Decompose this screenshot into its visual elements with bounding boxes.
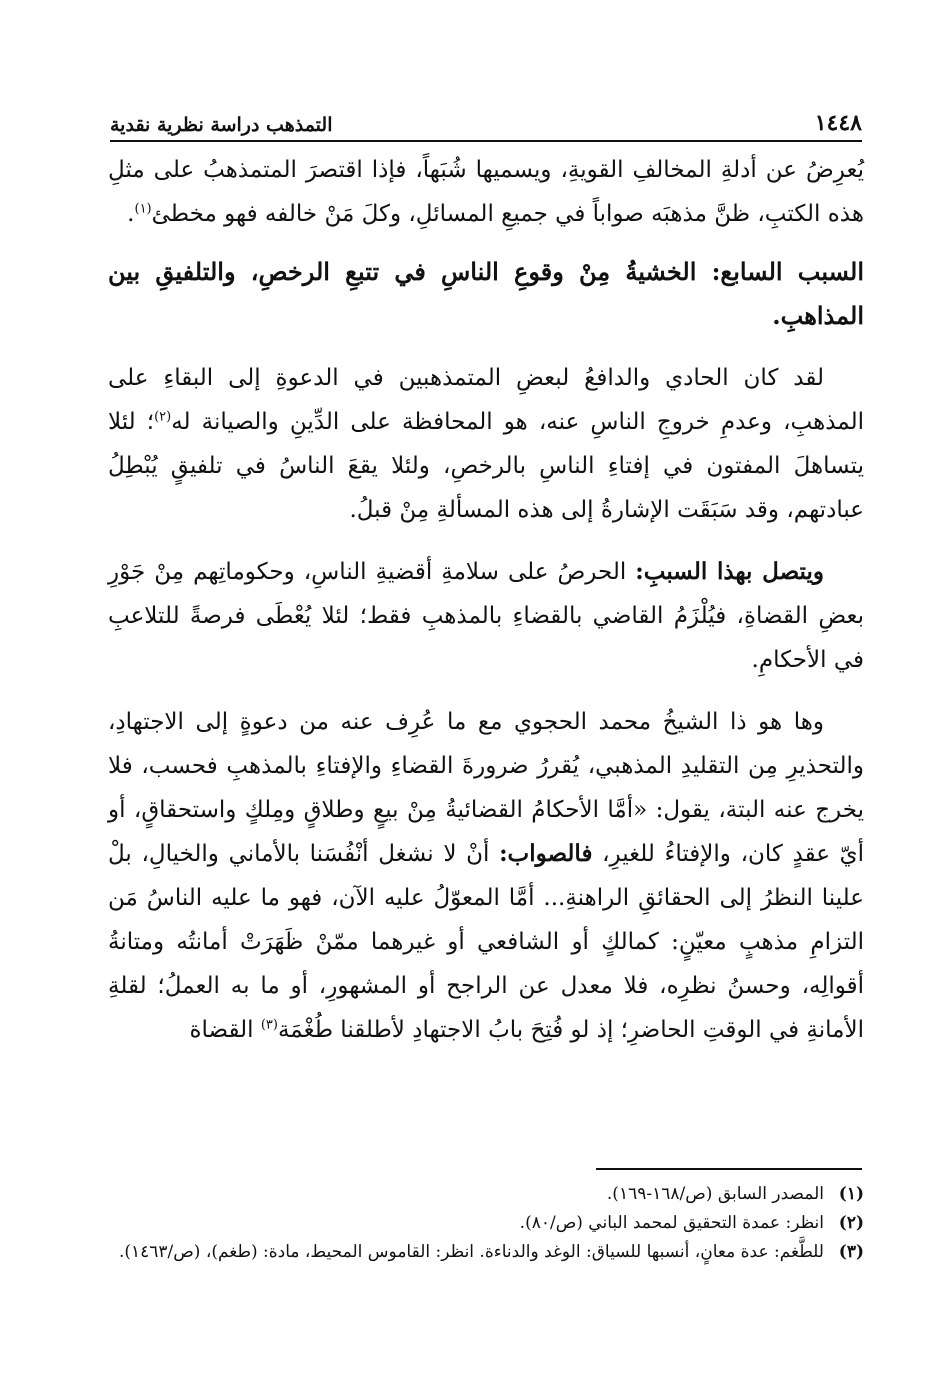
footnote-item: (١) المصدر السابق (ص/١٦٨-١٦٩). <box>606 1184 864 1204</box>
footnote-item: (٣) للطَّغم: عدة معانٍ، أنسبها للسياق: الوغد والدناءة. انظر: القاموس المحيط، مادة: (طغم)، (ص/١٤٦٣). <box>118 1242 864 1262</box>
footnote-ref-1: (١) <box>134 201 152 217</box>
paragraph-4: وها هو ذا الشيخُ محمد الحجوي مع ما عُرِف عنه من دعوةٍ إلى الاجتهادِ، والتحذيرِ مِن التقليدِ المذهبي، يُقررُ ضرورةَ القضاءِ والإفتاءِ بالمذهبِ فحسب، فلا يخرج عنه البتة، يقول: «أمَّا الأحكامُ القضائيةُ مِنْ بيعٍ وطلاقٍ ومِلكٍ واستحقاقٍ، أو أيّ عقدٍ كان، والإفتاءُ للغيرِ، فالصواب: أنْ لا نشغل أنْفُسَنا بالأماني والخيالِ، بلْ علينا النظرُ إلى الحقائقِ الراهنةِ... أمَّا المعوّلُ عليه الآن، فهو ما عليه الناسُ مَن التزامِ مذهبٍ معيّنٍ: كمالكٍ أو الشافعي أو غيرهما ممّنْ ظَهَرَتْ أمانتُه ومتانةُ أقوالِه، وحسنُ نظرِه، فلا معدل عن الراجح أو المشهورِ، أو ما به العملُ؛ لقلةِ الأمانةِ في الوقتِ الحاضرِ؛ إذ لو فُتِحَ بابُ الاجتهادِ لأطلقنا طُغْمَة$^{(٣)}$ القضاة <box>108 709 864 1043</box>
body-text <box>108 148 864 1070</box>
footnotes <box>108 1180 864 1267</box>
paragraph-3: ويتصل بهذا السببِ: الحرصُ على سلامةِ أقضيةِ الناسِ، وحكوماتِهم مِنْ جَوْرِ بعضِ القضاةِ، فيُلْزَمُ القاضي بالقضاءِ بالمذهبِ فقط؛ لئلا يُعْطَى فرصةً للتلاعبِ في الأحكامِ. <box>108 558 864 673</box>
footnote-ref-3: (٣) <box>260 1017 278 1033</box>
paragraph-2: لقد كان الحادي والدافعُ لبعضِ المتمذهبين في الدعوةِ إلى البقاءِ على المذهبِ، وعدمِ خروجِ الناسِ عنه، هو المحافظة على الدِّينِ والصيانة له$^{(٢)}$؛ لئلا يتساهلَ المفتون في إفتاءِ الناسِ بالرخصِ، ولئلا يقعَ الناسُ في تلفيقٍ يُبْطِلُ عبادتهم، وقد سَبَقَت الإشارةُ إلى هذه المسألةِ مِنْ قبلُ. <box>108 365 864 523</box>
page-number: ١٤٤٨ <box>814 110 862 136</box>
header-rule <box>110 140 862 142</box>
footnote-rule <box>596 1168 862 1170</box>
section-heading: السبب السابع: الخشيةُ مِنْ وقوعِ الناسِ في تتبعِ الرخصِ، والتلفيقِ بين المذاهبِ. <box>108 257 864 330</box>
footnote-item: (٢) انظر: عمدة التحقيق لمحمد الباني (ص/٨٠). <box>519 1213 864 1233</box>
page-header <box>110 100 862 136</box>
footnote-ref-2: (٢) <box>154 409 172 425</box>
paragraph-lead: ويتصل بهذا السببِ: <box>635 558 824 585</box>
running-title: التمذهب دراسة نظرية نقدية <box>110 114 333 136</box>
bold-phrase: فالصواب: <box>499 840 593 867</box>
paragraph-1: يُعرِضُ عن أدلةِ المخالفِ القويةِ، ويسميها شُبَهاً، فإذا اقتصرَ المتمذهبُ على مثلِ هذه الكتبِ، ظنَّ مذهبَه صواباً في جميعِ المسائلِ، وكلَ مَنْ خالفه فهو مخطئ$^{(١)}$. <box>108 157 864 227</box>
